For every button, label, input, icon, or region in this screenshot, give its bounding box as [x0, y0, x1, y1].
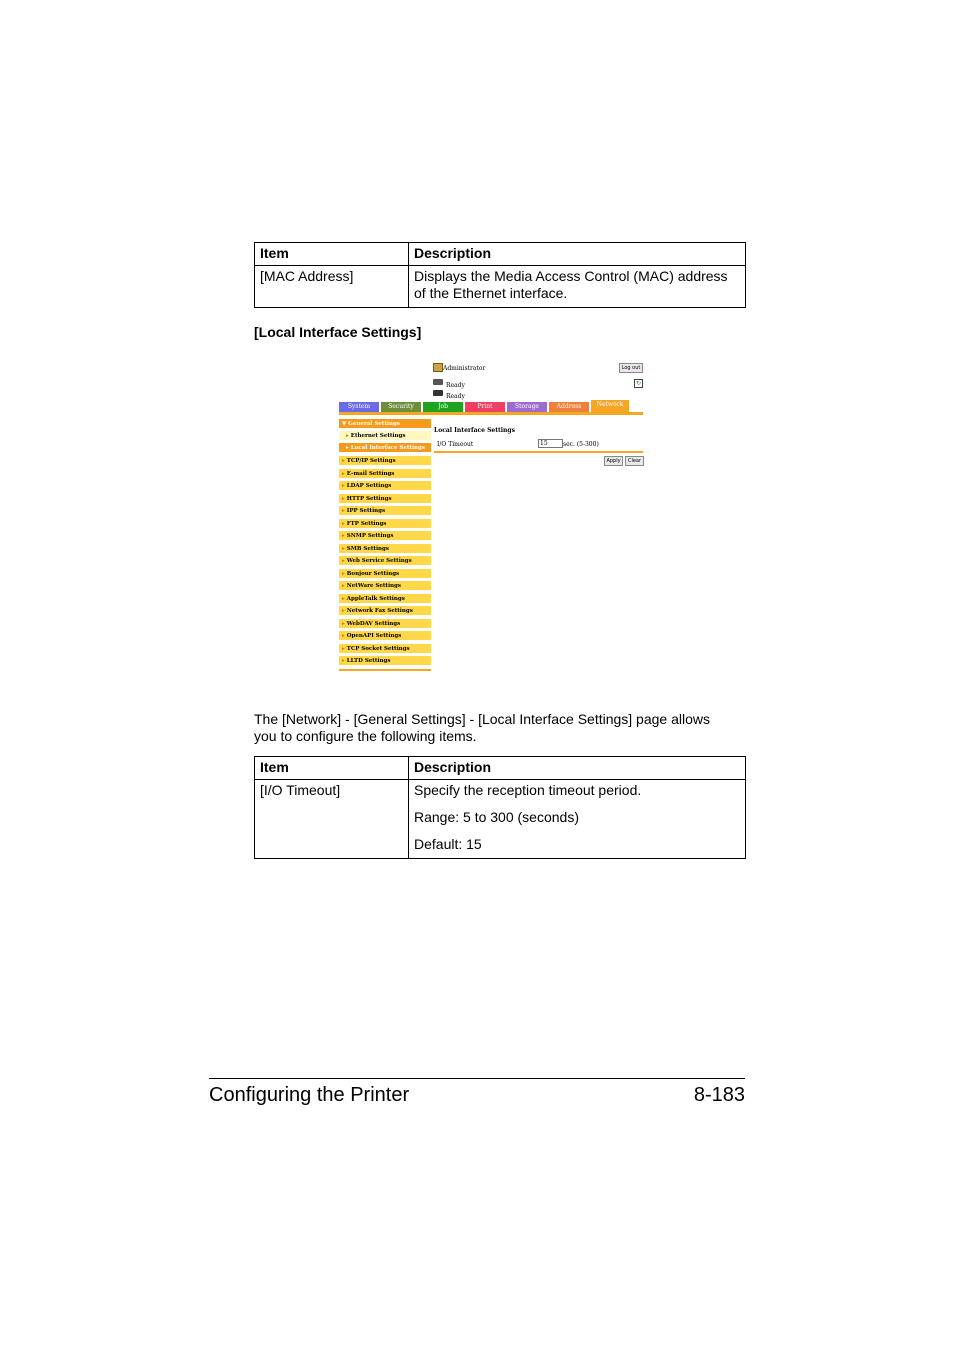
sidebar-item-label: HTTP Settings [346, 495, 392, 502]
sidebar-item-label: SNMP Settings [346, 533, 394, 539]
tab-job[interactable]: Job [423, 402, 463, 412]
tab-address[interactable]: Address [549, 402, 589, 412]
sidebar-item[interactable] [339, 506, 431, 516]
description-line: Default: 15 [414, 836, 482, 852]
chevron-right-icon: ▸ [342, 658, 345, 664]
sidebar-item-label: E-mail Settings [346, 470, 395, 477]
sidebar-item-label: Bonjour Settings [346, 570, 400, 577]
panel-rule [434, 451, 643, 453]
sidebar-item[interactable] [339, 531, 431, 541]
sidebar-item-ethernet-settings[interactable]: ▸ Ethernet Settings [339, 431, 431, 441]
intro-paragraph: The [Network] - [General Settings] - [Local Interface Settings] page allows you to configure the following items. [254, 711, 710, 744]
clear-button[interactable]: Clear [625, 456, 644, 466]
sidebar-item-label: LLTD Settings [346, 658, 391, 664]
chevron-right-icon: ▸ [342, 558, 345, 564]
section-heading: [Local Interface Settings] [254, 324, 422, 340]
status-label-2: Ready [446, 393, 465, 400]
table-row [255, 780, 746, 859]
scanner-icon [433, 390, 443, 396]
table-cell-item: [MAC Address] [255, 266, 409, 308]
sidebar-item-general-settings[interactable]: ▼ General Settings [339, 419, 431, 429]
mac-address-table [254, 242, 746, 308]
table-header-description: Description [409, 757, 746, 780]
sidebar-item[interactable] [339, 619, 431, 629]
apply-button[interactable]: Apply [604, 456, 623, 466]
sidebar-item[interactable] [339, 544, 431, 554]
sidebar-item[interactable] [339, 494, 431, 504]
chevron-right-icon: ▸ [342, 483, 345, 489]
chevron-right-icon: ▸ [342, 533, 345, 539]
tab-network[interactable]: Network [591, 400, 629, 412]
chevron-right-icon: ▸ [342, 458, 345, 464]
tab-print[interactable]: Print [465, 402, 505, 412]
description-line: Specify the reception timeout period. [414, 782, 642, 798]
chevron-right-icon: ▸ [342, 608, 345, 614]
sidebar-item-label: OpenAPI Settings [346, 633, 402, 639]
sidebar-item[interactable] [339, 481, 431, 491]
chevron-right-icon: ▸ [342, 545, 345, 552]
panel-title: Local Interface Settings [434, 427, 515, 434]
sidebar-item[interactable] [339, 519, 431, 529]
table-header-item: Item [255, 243, 409, 266]
sidebar-item-label: FTP Settings [346, 520, 387, 527]
sidebar-bottom-rule [339, 669, 431, 671]
sidebar-item[interactable] [339, 556, 431, 566]
chevron-right-icon: ▸ [342, 645, 345, 652]
sidebar-item-label: AppleTalk Settings [346, 595, 405, 602]
table-header-description: Description [409, 243, 746, 266]
io-timeout-table [254, 756, 746, 859]
status-label-1: Ready [446, 382, 465, 389]
sidebar-item[interactable] [339, 569, 431, 579]
tab-system[interactable]: System [339, 402, 379, 412]
refresh-icon[interactable]: ↻ [635, 380, 642, 387]
description-line: Range: 5 to 300 (seconds) [414, 809, 579, 825]
chevron-right-icon: ▸ [342, 583, 345, 589]
table-header-item: Item [255, 757, 409, 780]
tab-storage[interactable]: Storage [507, 402, 547, 412]
sidebar-item-label: TCP/IP Settings [346, 458, 396, 464]
sidebar-item[interactable] [339, 469, 431, 479]
tab-security[interactable]: Security [381, 402, 421, 412]
local-interface-screenshot [337, 360, 663, 685]
chevron-right-icon: ▸ [342, 633, 345, 639]
table-cell-description [409, 780, 746, 859]
logout-button[interactable]: Log out [619, 363, 643, 373]
admin-icon [433, 363, 443, 372]
sidebar-item-label: IPP Settings [346, 508, 386, 514]
sidebar-item-label: Network Fax Settings [346, 608, 413, 614]
admin-label: Administrator [443, 365, 486, 372]
tab-underline [339, 412, 643, 415]
chevron-right-icon: ▸ [342, 520, 345, 527]
io-timeout-input[interactable]: 15 [538, 439, 563, 448]
table-cell-description: Displays the Media Access Control (MAC) address of the Ethernet interface. [409, 266, 746, 308]
chevron-right-icon: ▸ [342, 508, 345, 514]
chevron-right-icon: ▸ [342, 570, 345, 577]
sidebar-item[interactable] [339, 456, 431, 466]
footer-rule [209, 1078, 745, 1079]
io-timeout-unit: sec. (5-300) [563, 441, 599, 448]
sidebar-item-label: LDAP Settings [346, 483, 392, 489]
table-row [255, 266, 746, 308]
sidebar-item-label: SMB Settings [346, 545, 389, 552]
sidebar-item[interactable] [339, 581, 431, 591]
chevron-right-icon: ▸ [342, 470, 345, 477]
table-cell-item: [I/O Timeout] [255, 780, 409, 859]
sidebar-item-label: TCP Socket Settings [346, 645, 410, 652]
page-number: 8-183 [693, 1084, 745, 1106]
sidebar-item-label: NetWare Settings [346, 583, 401, 589]
sidebar-item[interactable] [339, 631, 431, 641]
sidebar-item[interactable] [339, 656, 431, 666]
chevron-right-icon: ▸ [342, 595, 345, 602]
footer-title: Configuring the Printer [209, 1084, 410, 1106]
chevron-right-icon: ▸ [342, 620, 345, 627]
chevron-right-icon: ▸ [342, 495, 345, 502]
sidebar-item-label: Web Service Settings [346, 558, 412, 564]
sidebar-item[interactable] [339, 594, 431, 604]
printer-icon [433, 379, 443, 385]
io-timeout-label: I/O Timeout [437, 441, 474, 448]
sidebar-item-local-interface-settings[interactable]: ▸ Local Interface Settings [339, 443, 431, 453]
sidebar-item[interactable] [339, 606, 431, 616]
sidebar-item[interactable] [339, 644, 431, 654]
sidebar-item-label: WebDAV Settings [346, 620, 401, 627]
